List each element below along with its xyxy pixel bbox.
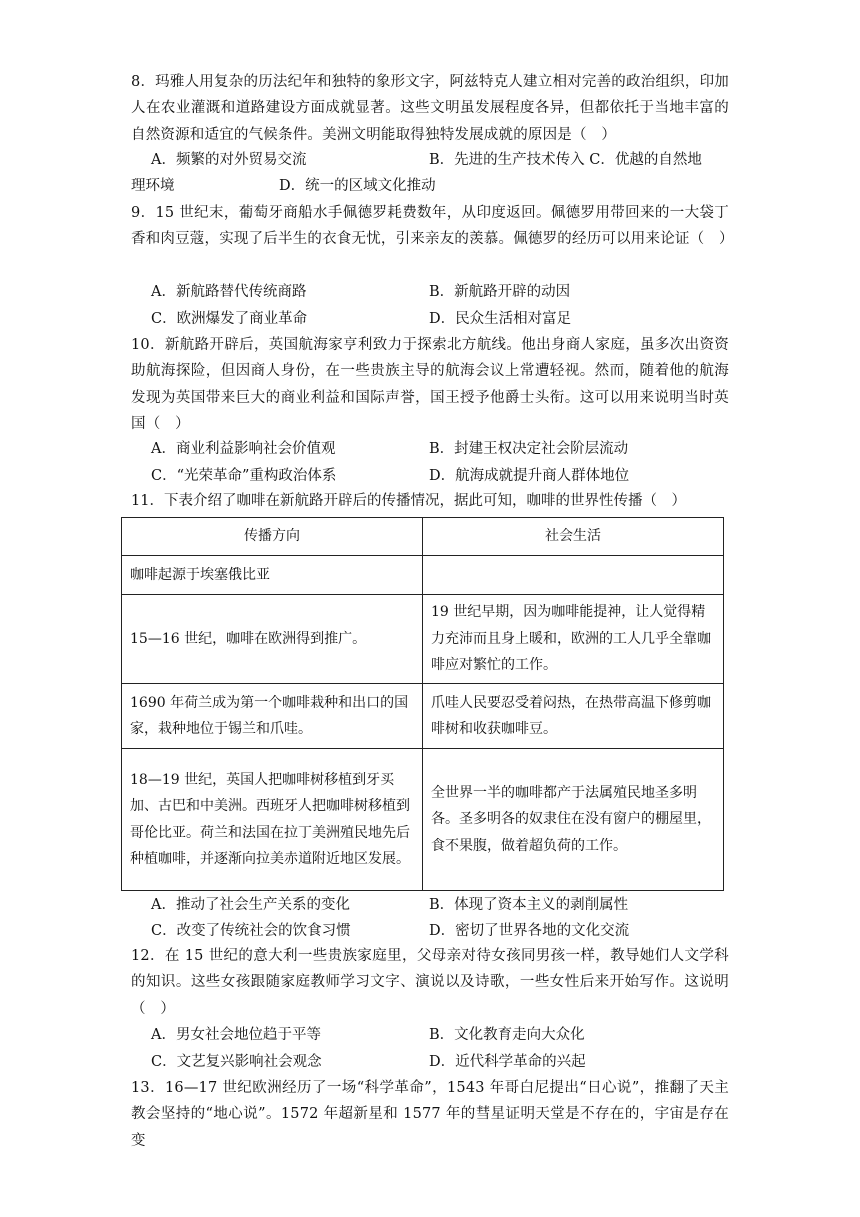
question-12-option-b: B．文化教育走向大众化 xyxy=(429,1027,585,1043)
question-10-option-d: D．航海成就提升商人群体地位 xyxy=(429,468,630,484)
question-11-stem: 11．下表介绍了咖啡在新航路开辟后的传播情况，据此可知，咖啡的世界性传播（ ） xyxy=(131,493,686,509)
question-8-option-b: B．先进的生产技术传入 C．优越的自然地 xyxy=(429,152,702,168)
table-row xyxy=(122,684,724,749)
question-8-option-d: D．统一的区域文化推动 xyxy=(279,178,436,194)
question-8-option-a: A．频繁的对外贸易交流 xyxy=(151,152,307,168)
question-9-option-d: D．民众生活相对富足 xyxy=(429,311,572,327)
table-cell: 19 世纪早期，因为咖啡能提神，让人觉得精力充沛而且身上暖和，欧洲的工人几乎全靠咖啡应对繁忙的工作。 xyxy=(423,595,724,684)
question-11-option-a: A．推动了社会生产关系的变化 xyxy=(151,897,350,913)
table-header-row xyxy=(122,518,724,556)
table-row xyxy=(122,595,724,684)
table-header-social-life: 社会生活 xyxy=(423,518,724,556)
question-10-option-c: C．“光荣革命”重构政治体系 xyxy=(151,468,337,484)
question-12-option-d: D．近代科学革命的兴起 xyxy=(429,1054,586,1070)
question-10-option-b: B．封建王权决定社会阶层流动 xyxy=(429,441,629,457)
question-12-stem: 12．在 15 世纪的意大利一些贵族家庭里，父母亲对待女孩同男孩一样，教导她们人文学科的知识。这些女孩跟随家庭教师学习文字、演说以及诗歌，一些女性后来开始写作。这说明（ ） xyxy=(131,948,729,1017)
table-row xyxy=(122,556,724,595)
table-header-direction: 传播方向 xyxy=(122,518,423,556)
table-cell: 18—19 世纪，英国人把咖啡树移植到牙买加、古巴和中美洲。西班牙人把咖啡树移植到哥伦比亚。荷兰和法国在拉丁美洲殖民地先后种植咖啡，并逐渐向拉美赤道附近地区发展。 xyxy=(122,749,423,891)
question-9-option-a: A．新航路替代传统商路 xyxy=(151,284,307,300)
table-cell: 1690 年荷兰成为第一个咖啡栽种和出口的国家，栽种地位于锡兰和爪哇。 xyxy=(122,684,423,749)
table-cell: 15—16 世纪，咖啡在欧洲得到推广。 xyxy=(122,595,423,684)
coffee-spread-table xyxy=(121,517,724,891)
table-row xyxy=(122,749,724,891)
question-10-option-a: A．商业利益影响社会价值观 xyxy=(151,441,336,457)
table-cell xyxy=(423,556,724,595)
question-9-option-b: B．新航路开辟的动因 xyxy=(429,284,571,300)
question-8-option-c-continued: 理环境 xyxy=(131,178,175,194)
question-9-stem: 9．15 世纪末，葡萄牙商船水手佩德罗耗费数年，从印度返回。佩德罗用带回来的一大袋丁香和肉豆蔻，实现了后半生的衣食无忧，引来亲友的羡慕。佩德罗的经历可以用来论证（ ） xyxy=(131,205,734,248)
table-cell: 咖啡起源于埃塞俄比亚 xyxy=(122,556,423,595)
question-8-stem: 8．玛雅人用复杂的历法纪年和独特的象形文字，阿兹特克人建立相对完善的政治组织，印加人在农业灌溉和道路建设方面成就显著。这些文明虽发展程度各异，但都依托于当地丰富的自然资源和适宜的气候条件。美洲文明能取得独特发展成就的原因是（ ） xyxy=(131,74,729,143)
question-11-option-c: C．改变了传统社会的饮食习惯 xyxy=(151,923,351,939)
table-cell: 爪哇人民要忍受着闷热，在热带高温下修剪咖啡树和收获咖啡豆。 xyxy=(423,684,724,749)
question-12-option-c: C．文艺复兴影响社会观念 xyxy=(151,1054,322,1070)
question-11-option-b: B．体现了资本主义的剥削属性 xyxy=(429,897,629,913)
question-9-option-c: C．欧洲爆发了商业革命 xyxy=(151,311,308,327)
table-cell: 全世界一半的咖啡都产于法属殖民地圣多明各。圣多明各的奴隶住在没有窗户的棚屋里，食不果腹，做着超负荷的工作。 xyxy=(423,749,724,891)
question-11-option-d: D．密切了世界各地的文化交流 xyxy=(429,923,630,939)
question-12-option-a: A．男女社会地位趋于平等 xyxy=(151,1027,321,1043)
question-10-stem: 10．新航路开辟后，英国航海家亨利致力于探索北方航线。他出身商人家庭，虽多次出资资助航海探险，但因商人身份，在一些贵族主导的航海会议上常遭轻视。然而，随着他的航海发现为英国带来巨大的商业利益和国际声誉，国王授予他爵士头衔。这可以用来说明当时英国（ ） xyxy=(131,337,729,433)
question-13-stem: 13．16—17 世纪欧洲经历了一场“科学革命”，1543 年哥白尼提出“日心说”，推翻了天主教会坚持的“地心说”。1572 年超新星和 1577 年的彗星证明天堂是不存在的，宇宙是存在变 xyxy=(131,1080,729,1149)
